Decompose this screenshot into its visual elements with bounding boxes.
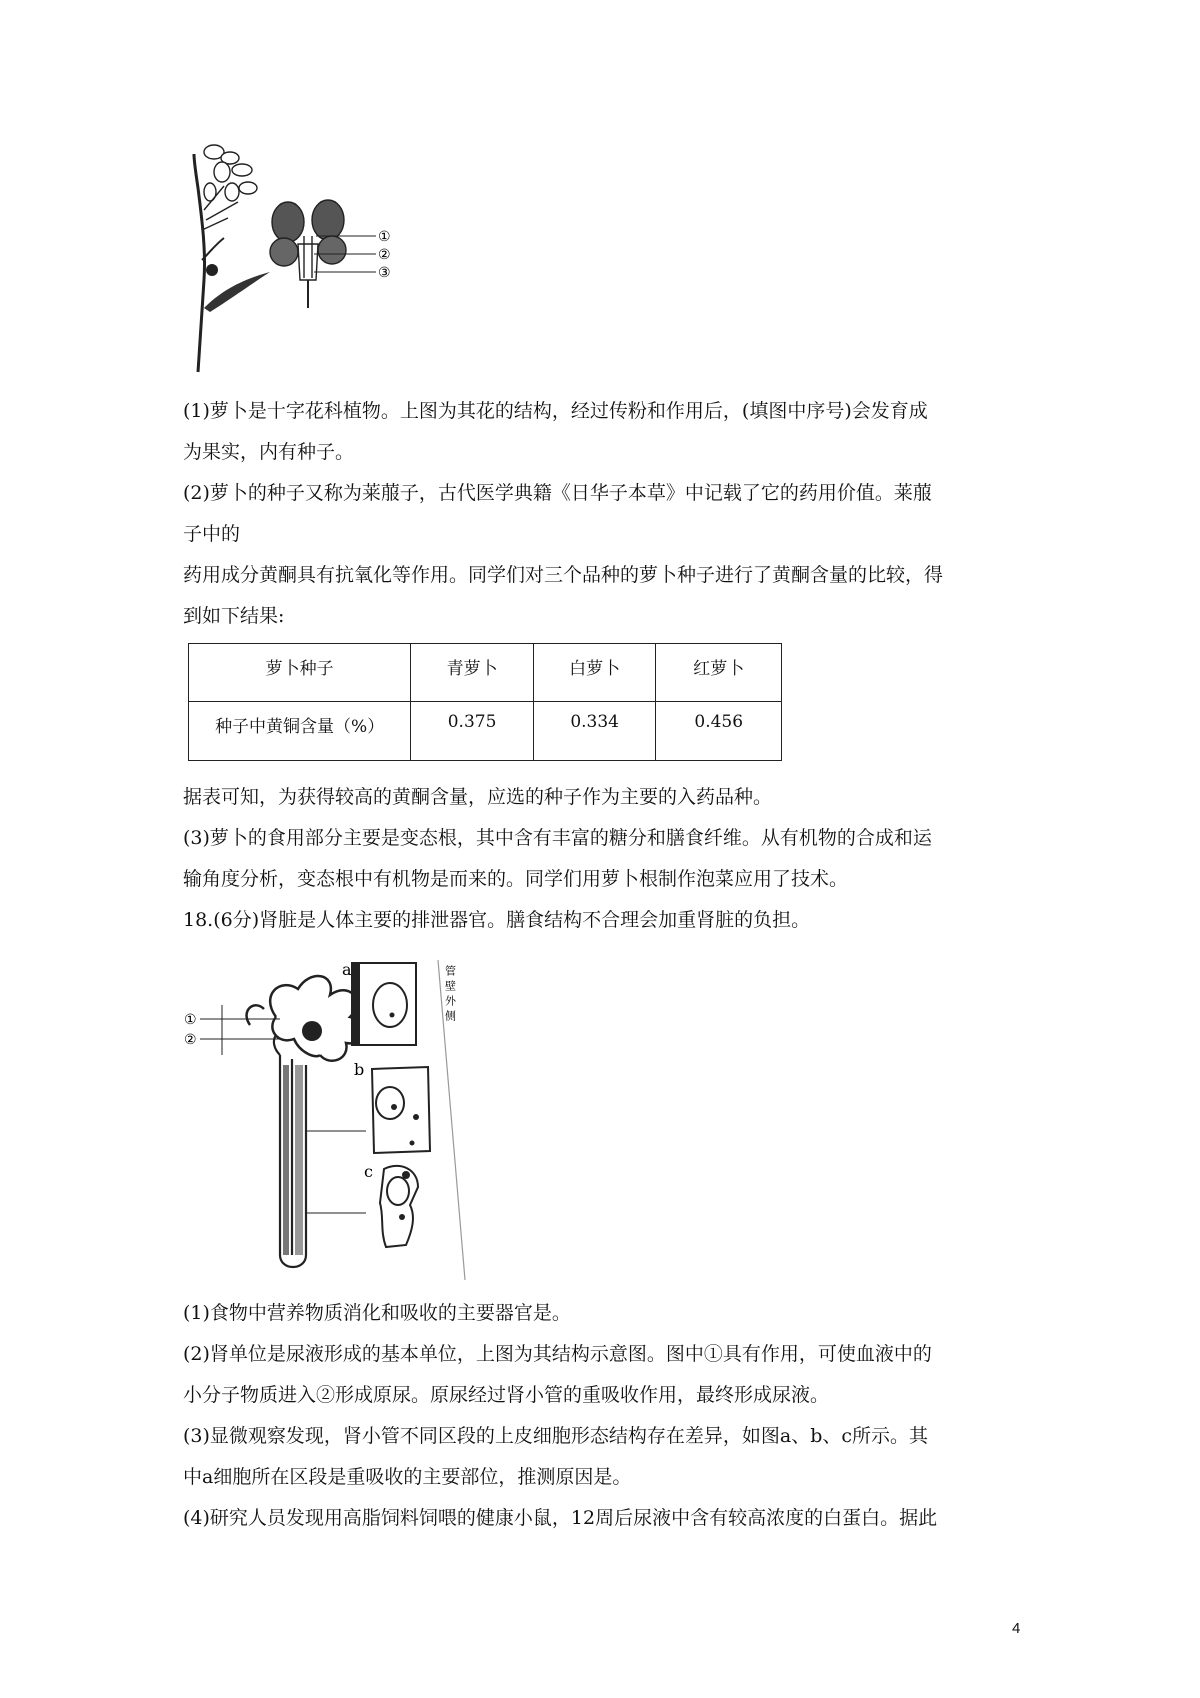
flower-label-2: ② bbox=[378, 247, 391, 263]
table-conclusion-line: 据表可知，为获得较高的黄酮含量，应选的种子作为主要的入药品种。 bbox=[183, 786, 773, 808]
cell-label-a: a bbox=[342, 960, 352, 979]
question-17-2-line-2: 子中的 bbox=[183, 523, 241, 545]
question-17-3-line-2: 输角度分析，变态根中有机物是而来的。同学们用萝卜根制作泡菜应用了技术。 bbox=[183, 868, 849, 890]
question-17-2-line-1: (2)萝卜的种子又称为莱菔子，古代医学典籍《日华子本草》中记载了它的药用价值。莱菔 bbox=[183, 482, 932, 504]
question-18-title: 18.(6分)肾脏是人体主要的排泄器官。膳食结构不合理会加重肾脏的负担。 bbox=[183, 909, 811, 931]
table-header-cell: 萝卜种子 bbox=[189, 644, 411, 702]
nephron-label-2: ② bbox=[184, 1032, 197, 1048]
flower-label-1: ① bbox=[378, 229, 391, 245]
table-header-cell: 红萝卜 bbox=[656, 644, 782, 702]
flavonoid-table bbox=[188, 643, 782, 761]
cell-label-b: b bbox=[354, 1060, 365, 1079]
question-18-4-line-1: (4)研究人员发现用高脂饲料饲喂的健康小鼠，12周后尿液中含有较高浓度的白蛋白。据此 bbox=[183, 1507, 938, 1529]
table-cell: 0.375 bbox=[411, 702, 534, 761]
question-17-1-line-1: (1)萝卜是十字花科植物。上图为其花的结构，经过传粉和作用后，(填图中序号)会发育成 bbox=[183, 400, 928, 422]
page-number: 4 bbox=[1012, 1620, 1021, 1637]
question-18-2-line-2: 小分子物质进入②形成原尿。原尿经过肾小管的重吸收作用，最终形成尿液。 bbox=[183, 1384, 830, 1406]
question-17-1-line-2: 为果实，内有种子。 bbox=[183, 441, 355, 463]
question-18-3-line-1: (3)显微观察发现，肾小管不同区段的上皮细胞形态结构存在差异，如图a、b、c所示。其 bbox=[183, 1425, 929, 1447]
table-cell: 0.456 bbox=[656, 702, 782, 761]
question-18-3-line-2: 中a细胞所在区段是重吸收的主要部位，推测原因是。 bbox=[183, 1466, 632, 1488]
cell-label-c: c bbox=[364, 1162, 373, 1181]
table-header-cell: 白萝卜 bbox=[533, 644, 656, 702]
table-row bbox=[189, 702, 782, 761]
table-header-row bbox=[189, 644, 782, 702]
side-text: 管壁外侧 bbox=[443, 965, 457, 1025]
question-17-3-line-1: (3)萝卜的食用部分主要是变态根，其中含有丰富的糖分和膳食纤维。从有机物的合成和运 bbox=[183, 827, 932, 849]
question-18-1-line: (1)食物中营养物质消化和吸收的主要器官是。 bbox=[183, 1302, 571, 1324]
table-cell: 0.334 bbox=[533, 702, 656, 761]
nephron-figure bbox=[180, 955, 480, 1285]
table-header-cell: 青萝卜 bbox=[411, 644, 534, 702]
nephron-label-1: ① bbox=[184, 1012, 197, 1028]
question-18-2-line-1: (2)肾单位是尿液形成的基本单位，上图为其结构示意图。图中①具有作用，可使血液中的 bbox=[183, 1343, 932, 1365]
question-17-2-line-4: 到如下结果: bbox=[183, 605, 285, 627]
flower-label-3: ③ bbox=[378, 265, 391, 281]
radish-flower-figure bbox=[180, 140, 420, 380]
table-cell: 种子中黄铜含量（%） bbox=[189, 702, 411, 761]
question-17-2-line-3: 药用成分黄酮具有抗氧化等作用。同学们对三个品种的萝卜种子进行了黄酮含量的比较，得 bbox=[183, 564, 944, 586]
